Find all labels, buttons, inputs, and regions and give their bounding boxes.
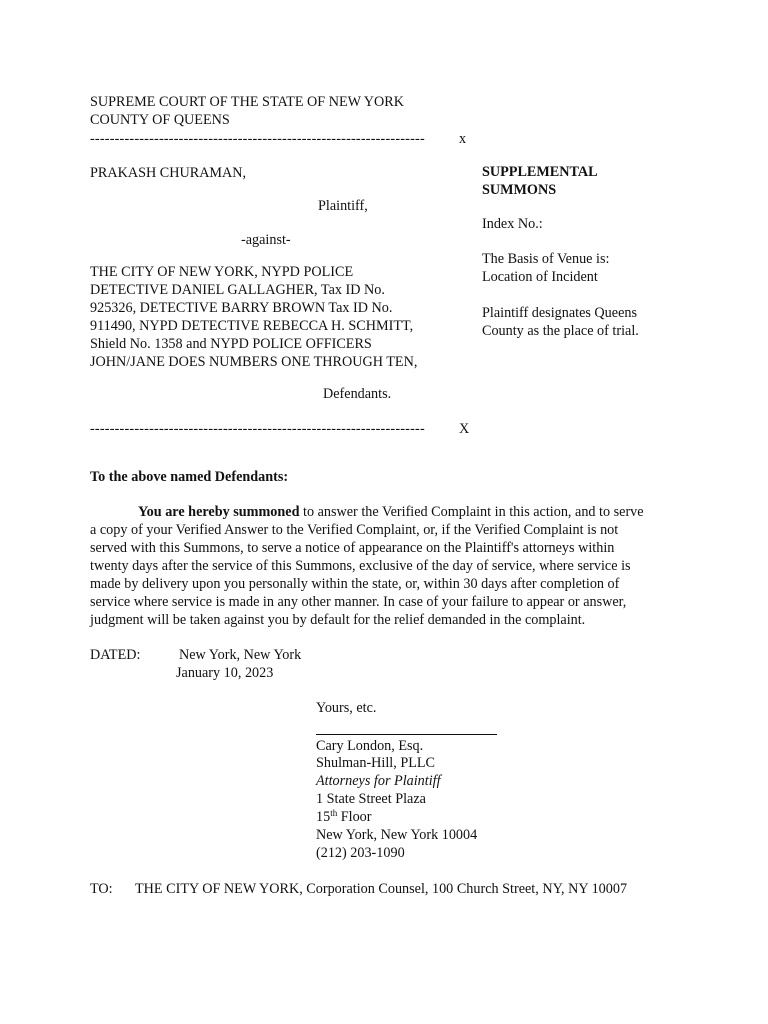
body-line: service where service is made in any other manner. In case of your failure to appear or answer, [90, 594, 627, 610]
addressee-heading: To the above named Defendants: [90, 469, 289, 485]
attorney-role: Attorneys for Plaintiff [316, 773, 441, 789]
place-of-trial: Plaintiff designates Queens [482, 305, 637, 321]
document-title: SUPPLEMENTAL [482, 164, 598, 180]
firm-name: Shulman-Hill, PLLC [316, 755, 436, 771]
defendants-line: 925326, DETECTIVE BARRY BROWN Tax ID No. [90, 300, 393, 316]
defendants-line: THE CITY OF NEW YORK, NYPD POLICE [90, 264, 354, 280]
signature-line [316, 734, 497, 735]
caption-x-bottom: X [459, 421, 470, 437]
dated-date: January 10, 2023 [176, 665, 274, 681]
dated-label: DATED: [90, 647, 141, 663]
address-line-1: 1 State Street Plaza [316, 791, 426, 807]
plaintiff-role: Plaintiff, [318, 198, 368, 214]
document-title-2: SUMMONS [482, 182, 557, 198]
to-recipient: THE CITY OF NEW YORK, Corporation Counsel, 100 Church Street, NY, NY 10007 [135, 881, 628, 897]
body-line: made by delivery upon you personally within the state, or, within 30 days after completion of [90, 576, 620, 592]
against-label: -against- [241, 232, 291, 248]
summoned-phrase: You are hereby summoned [138, 504, 300, 520]
floor-ordinal: th [330, 808, 338, 818]
body-line: to answer the Verified Complaint in this action, and to serve [299, 504, 644, 520]
defendants-line: DETECTIVE DANIEL GALLAGHER, Tax ID No. [90, 282, 385, 298]
address-city: New York, New York 10004 [316, 827, 478, 843]
venue-basis: The Basis of Venue is: [482, 251, 610, 267]
defendants-line: 911490, NYPD DETECTIVE REBECCA H. SCHMITT, [90, 318, 414, 334]
court-county: COUNTY OF QUEENS [90, 112, 230, 128]
phone-number: (212) 203-1090 [316, 845, 405, 861]
defendants-role: Defendants. [323, 386, 392, 402]
address-floor [316, 808, 372, 826]
body-line: judgment will be taken against you by default for the relief demanded in the complaint. [90, 612, 586, 628]
floor-number: 15 [316, 809, 331, 825]
summons-paragraph-line1 [138, 503, 678, 521]
floor-word: Floor [337, 809, 372, 825]
index-number-label: Index No.: [482, 216, 543, 232]
attorney-name: Cary London, Esq. [316, 738, 424, 754]
body-line: a copy of your Verified Answer to the Verified Complaint, or, if the Verified Complaint is not [90, 522, 619, 538]
defendants-line: Shield No. 1358 and NYPD POLICE OFFICERS [90, 336, 372, 352]
body-line: served with this Summons, to serve a notice of appearance on the Plaintiff's attorneys within [90, 540, 615, 556]
closing: Yours, etc. [316, 700, 377, 716]
place-of-trial-2: County as the place of trial. [482, 323, 639, 339]
caption-rule-top: -------------------------------------------------------------------- [90, 131, 425, 147]
court-name: SUPREME COURT OF THE STATE OF NEW YORK [90, 94, 404, 110]
caption-x-top: x [459, 131, 467, 147]
to-label: TO: [90, 881, 113, 897]
defendants-line: JOHN/JANE DOES NUMBERS ONE THROUGH TEN, [90, 354, 418, 370]
plaintiff-name: PRAKASH CHURAMAN, [90, 165, 247, 181]
caption-rule-bottom: -------------------------------------------------------------------- [90, 421, 425, 437]
venue-location: Location of Incident [482, 269, 598, 285]
body-line: twenty days after the service of this Summons, exclusive of the day of service, where service is [90, 558, 631, 574]
dated-place: New York, New York [179, 647, 302, 663]
